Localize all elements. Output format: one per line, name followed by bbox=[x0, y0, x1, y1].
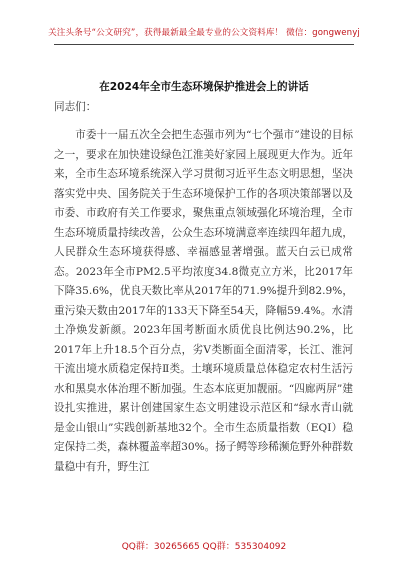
header-note: 关注头条号“公文研究”，获得最新最全最专业的公文资料库！ 微信：gongwenyj bbox=[48, 28, 360, 38]
footer-note: QQ群：30265665 QQ群：535304092 bbox=[121, 542, 287, 552]
body-paragraph: 市委十一届五次全会把生态强市列为“七个强市”建设的目标之一，要求在加快建设绿色江淮美好家园上展现更大作为。近年来，全市生态环境系统深入学习贯彻习近平生态文明思想，坚决落实党中央、国务院关于生态环境保护工作的各项决策部署以及市委、市政府有关工作要求，聚焦重点领域强化环境治理，全市生态环境质量持续改善，公众生态环境满意率连续四年超九成，人民群众生态环境获得感、幸福感显著增强。蓝天白云已成常态。2023年全市PM2.5平均浓度34.8微克立方米，比2017年下降35.6%，优良天数比率从2017年的71.9%提升到82.9%，重污染天数由2017年的133天下降至54天，降幅59.4%。水清土净焕发新颜。2023年国考断面水质优良比例达90.2%，比2017年上升18.5个百分点，劣Ⅴ类断面全面清零，长江、淮河干流出境水质稳定保持Ⅱ类。土壤环境质量总体稳定农村生活污水和黑臭水体治理不断加强。生态本底更加靓丽。“四廊两屏”建设扎实推进，累计创建国家生态文明建设示范区和“绿水青山就是金山银山”实践创新基地32个。全市生态质量指数（EQI）稳定保持二类，森林覆盖率超30%。扬子鳄等珍稀濒危野外种群数量稳中有升，野生江 bbox=[54, 129, 353, 473]
document-title: 在2024年全市生态环境保护推进会上的讲话 bbox=[99, 81, 309, 93]
header-divider bbox=[54, 44, 354, 45]
salutation: 同志们： bbox=[54, 101, 97, 113]
